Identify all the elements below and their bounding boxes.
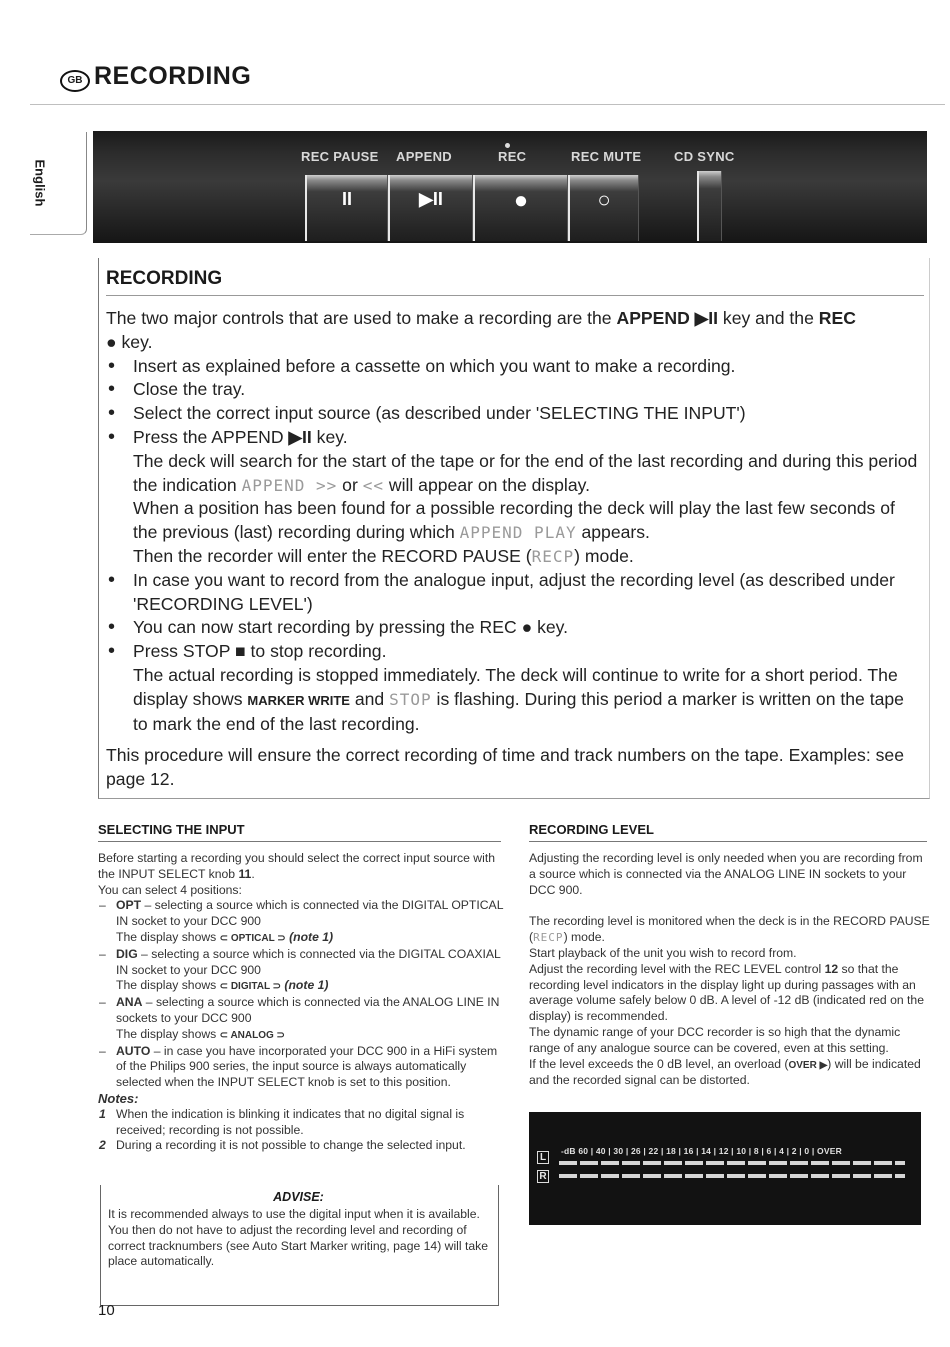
note-item: 1 When the indication is blinking it indicates that no digital signal is received; recording is not possible. xyxy=(99,1106,465,1137)
intro-paragraph: The two major controls that are used to make a recording are the APPEND ▶II key and the REC ● key. xyxy=(106,308,856,352)
selecting-input-intro: Before starting a recording you should select the correct input source with the INPUT SELECT knob 11. xyxy=(98,851,495,881)
right-channel-label: R xyxy=(537,1170,549,1183)
advise-title: ADVISE: xyxy=(273,1190,324,1204)
list-item: – OPT – selecting a source which is connected via the DIGITAL OPTICAL IN socket to your DCC 900 xyxy=(98,898,503,930)
list-item-detail: Then the recorder will enter the RECORD PAUSE (RECP) mode. xyxy=(133,545,634,566)
list-item: – ANA – selecting a source which is connected via the ANALOG LINE IN sockets to your DCC 900 xyxy=(98,995,503,1027)
section-divider xyxy=(106,295,924,296)
paragraph: Start playback of the unit you wish to record from. xyxy=(529,945,797,960)
paragraph: The dynamic range of your DCC recorder is so high that the dynamic range of any analogue source can be covered, even at this setting. xyxy=(529,1024,901,1055)
rec-mute-key xyxy=(568,175,639,241)
page-title: RECORDING xyxy=(94,62,252,90)
play-pause-icon: ▶II xyxy=(419,189,443,209)
recording-instructions xyxy=(106,307,921,792)
left-level-bar xyxy=(559,1161,909,1166)
right-level-bar xyxy=(559,1174,909,1179)
rec-dot-icon xyxy=(505,143,510,148)
recording-level-title: RECORDING LEVEL xyxy=(529,822,654,837)
paragraph: The recording level is monitored when the deck is in the RECORD PAUSE (RECP) mode. xyxy=(529,914,930,945)
language-label: English xyxy=(32,159,48,207)
rec-label: REC xyxy=(498,149,527,164)
list-item-detail: The display shows ⊂ OPTICAL ⊃ (note 1) xyxy=(116,929,334,944)
paragraph: Adjust the recording level with the REC LEVEL control 12 so that the recording level indicators in the display light up during passages with an average volume safely below 0 dB. A level of -12 dB (indicated red on the display) is recommended. xyxy=(529,961,924,1024)
list-item-detail: When a position has been found for a possible recording the deck will play the last few seconds of the previous (last) recording during which APPEND PLAY appears. xyxy=(133,498,895,543)
mute-icon: ○ xyxy=(597,187,611,212)
rec-pause-key xyxy=(305,175,388,241)
rec-mute-label: REC MUTE xyxy=(571,149,642,164)
notes-heading: Notes: xyxy=(98,1090,139,1106)
gb-badge: GB xyxy=(60,70,90,92)
rec-key xyxy=(473,175,568,241)
list-item: • You can now start recording by pressing the REC ● key. xyxy=(106,616,921,640)
list-item: • Insert as explained before a cassette on which you want to make a recording. xyxy=(106,355,921,379)
left-channel-label: L xyxy=(537,1151,549,1164)
deck-keys-photo xyxy=(93,131,927,243)
append-key xyxy=(388,175,473,241)
list-item: – DIG – selecting a source which is connected via the DIGITAL COAXIAL IN socket to your DCC 900 xyxy=(98,947,503,979)
header-divider xyxy=(30,104,945,105)
list-item: – AUTO – in case you have incorporated your DCC 900 in a HiFi system of the Philips 900 series, the input source is always automatically selected when the INPUT SELECT knob is set to this position. xyxy=(98,1044,503,1091)
level-meter-display xyxy=(529,1112,921,1225)
list-item-detail: The actual recording is stopped immediately. The deck will continue to write for a short period. The display shows MARKER WRITE and STOP is flashing. During this period a marker is written on the tape to mark the end of the last recording. xyxy=(133,664,904,734)
closing-paragraph: This procedure will ensure the correct recording of time and track numbers on the tape. Examples: see page 12. xyxy=(106,745,904,790)
rec-pause-label: REC PAUSE xyxy=(301,149,379,164)
list-item-detail: The display shows ⊂ ANALOG ⊃ xyxy=(116,1026,285,1041)
advise-text: It is recommended always to use the digital input when it is available. You then do not have to adjust the recording level and recording of correct tracknumbers (see Auto Start Marker writing, page 14) will take place automatically. xyxy=(108,1207,488,1269)
note-item: 2 During a recording it is not possible to change the selected input. xyxy=(99,1138,466,1153)
selecting-input-divider xyxy=(98,841,501,842)
list-item: • Press STOP ■ to stop recording. xyxy=(106,640,921,664)
left-level-segments xyxy=(559,1161,905,1165)
cd-sync-key xyxy=(697,171,722,241)
list-item: • Close the tray. xyxy=(106,378,921,402)
db-scale: -dB 60 | 40 | 30 | 26 | 22 | 18 | 16 | 14 | 12 | 10 | 8 | 6 | 4 | 2 | 0 | OVER xyxy=(561,1146,842,1156)
paragraph: If the level exceeds the 0 dB level, an overload (OVER ▶) will be indicated and the recorded signal can be distorted. xyxy=(529,1056,921,1088)
append-label: APPEND xyxy=(396,149,452,164)
section-title: RECORDING xyxy=(106,268,223,289)
recording-level-body xyxy=(529,851,931,1089)
list-item: • Press the APPEND ▶II key. xyxy=(106,426,921,450)
positions-label: You can select 4 positions: xyxy=(98,882,242,897)
list-item-detail: The deck will search for the start of the tape or for the end of the last recording and during this period the indication APPEND >> or << will appear on the display. xyxy=(133,450,918,495)
page-number: 10 xyxy=(98,1302,115,1319)
selecting-input-body xyxy=(98,851,503,1154)
list-item-detail: The display shows ⊂ DIGITAL ⊃ (note 1) xyxy=(116,978,329,993)
selecting-input-title: SELECTING THE INPUT xyxy=(98,822,245,837)
pause-icon: II xyxy=(341,189,352,209)
list-item: • Select the correct input source (as described under 'SELECTING THE INPUT') xyxy=(106,402,921,426)
paragraph: Adjusting the recording level is only needed when you are recording from a source which is connected via the ANALOG LINE IN sockets to your DCC 900. xyxy=(529,851,923,897)
record-icon: ● xyxy=(513,187,529,214)
cd-sync-label: CD SYNC xyxy=(674,149,735,164)
right-level-segments xyxy=(559,1174,905,1178)
recording-level-divider xyxy=(529,841,927,842)
list-item: • In case you want to record from the analogue input, adjust the recording level (as described under 'RECORDING LEVEL') xyxy=(106,569,921,617)
